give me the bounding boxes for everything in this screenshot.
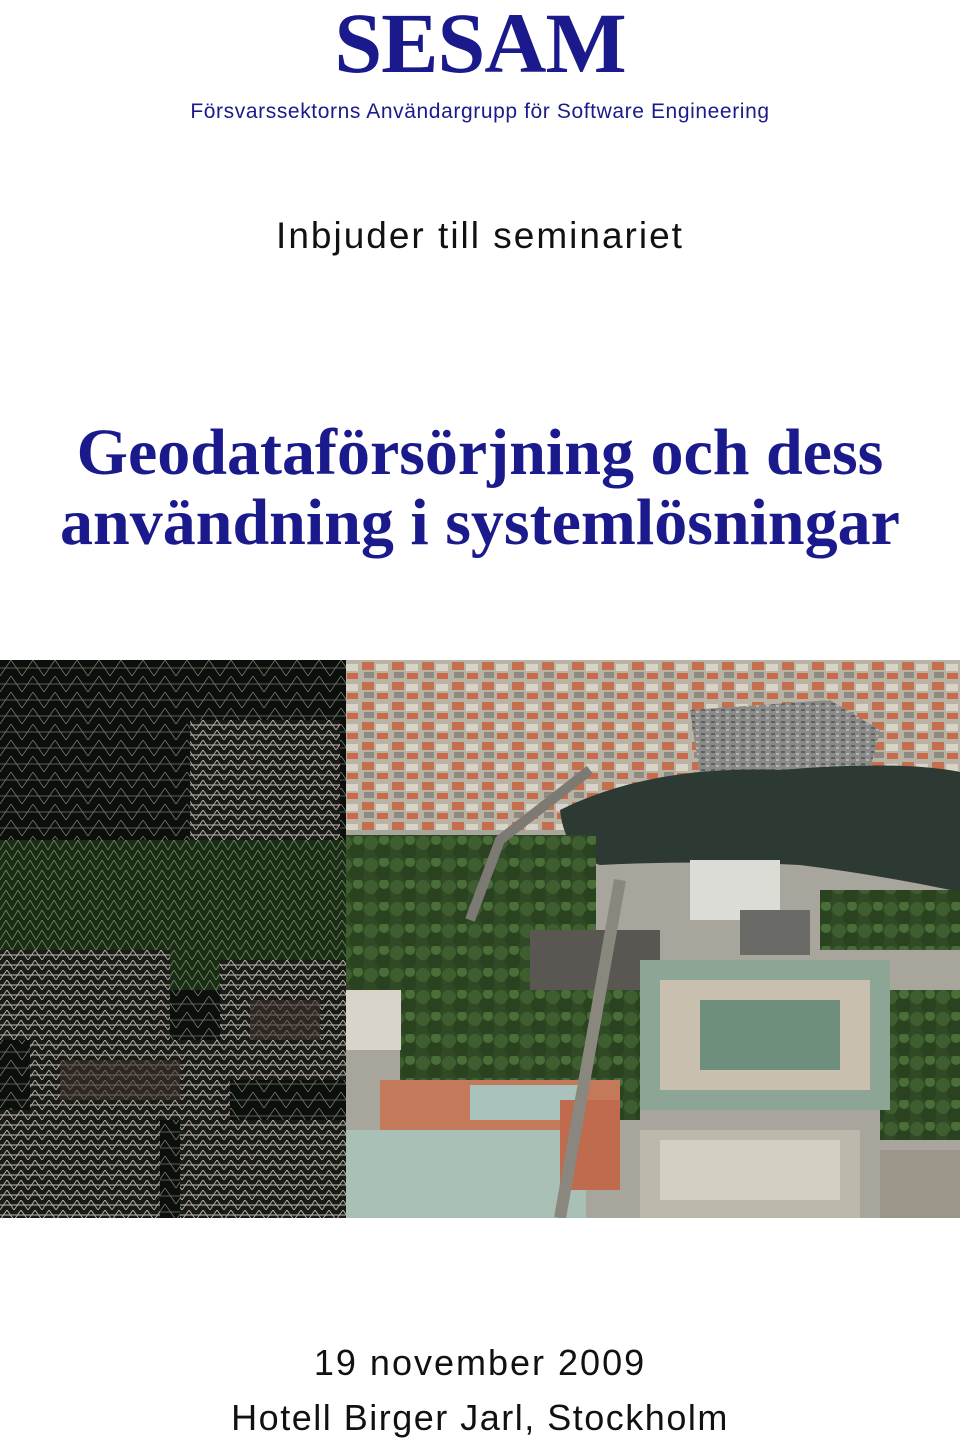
- seminar-title: [0, 418, 960, 558]
- seminar-title-line-2: användning i systemlösningar: [60, 486, 900, 559]
- event-venue: Hotell Birger Jarl, Stockholm: [231, 1397, 729, 1438]
- seminar-title-line-1: Geodataförsörjning och dess: [76, 416, 884, 489]
- org-subtitle: Försvarssektorns Användargrupp för Software Engineering: [190, 100, 770, 123]
- org-title: SESAM: [334, 0, 626, 91]
- invitation-text: Inbjuder till seminariet: [276, 215, 684, 256]
- aerial-city-image: [0, 660, 960, 1218]
- event-date: 19 november 2009: [313, 1342, 647, 1383]
